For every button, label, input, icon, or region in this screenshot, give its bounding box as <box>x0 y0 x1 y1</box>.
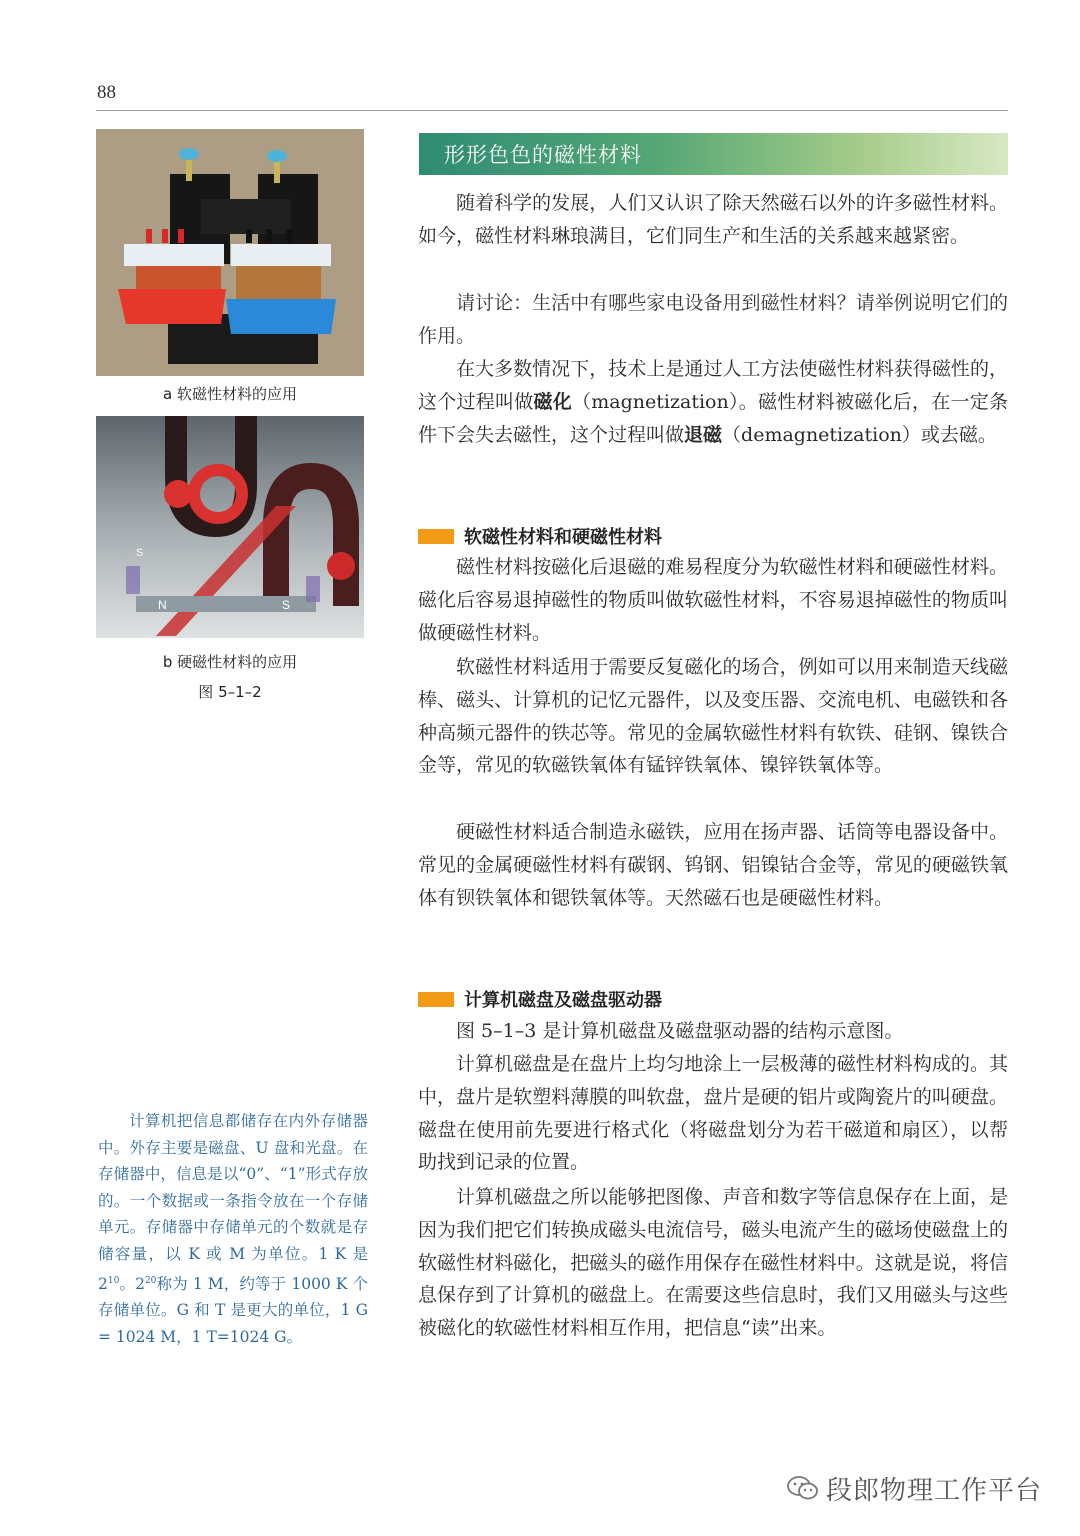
label-n: N <box>158 598 167 612</box>
subheading-disk <box>418 986 662 1011</box>
p3-text-c: （demagnetization）或去磁。 <box>722 423 997 446</box>
soft-hard-paragraph-2: 软磁性材料适用于需要反复磁化的场合，例如可以用来制造天线磁棒、磁头、计算机的记忆元器件，以及变压器、交流电机、电磁铁和各种高频元器件的铁芯等。常见的金属软磁性材料有软铁、硅钢、镍铁合金等，常见的软磁铁氧体有锰锌铁氧体、镍锌铁氧体等。 <box>418 656 1008 777</box>
label-s: S <box>282 598 291 612</box>
disk-paragraph-1: 图 5–1–3 是计算机磁盘及磁盘驱动器的结构示意图。 <box>456 1020 904 1042</box>
intro-paragraph: 随着科学的发展，人们又认识了除天然磁石以外的许多磁性材料。如今，磁性材料琳琅满目，它们同生产和生活的关系越来越紧密。 <box>418 192 1008 247</box>
orange-marker <box>418 992 454 1007</box>
disk-paragraph-3: 计算机磁盘之所以能够把图像、声音和数字等信息保存在上面，是因为我们把它们转换成磁头电流信号，磁头电流产生的磁场使磁盘上的软磁性材料磁化，把磁头的磁作用保存在磁性材料中。这就是说，将信息保存到了计算机的磁盘上。在需要这些信息时，我们又用磁头与这些被磁化的软磁性材料相互作用，把信息“读”出来。 <box>418 1186 1008 1340</box>
magnetization-paragraph <box>418 353 1008 451</box>
soft-hard-paragraph-3: 硬磁性材料适合制造永磁铁，应用在扬声器、话筒等电器设备中。常见的金属硬磁性材料有碳钢、钨钢、铝镍钴合金等，常见的硬磁铁氧体有钡铁氧体和锶铁氧体等。天然磁石也是硬磁性材料。 <box>418 821 1008 909</box>
figure-a-transformer-photo <box>96 129 364 376</box>
sidebar-note-part1: 计算机把信息都储存在内外存储器中。外存主要是磁盘、U 盘和光盘。在存储器中，信息是以“0”、“1”形式存放的。一个数据或一条指令放在一个存储单元。存储器中存储单元的个数就是存储容量，以 K 或 M 为单位。1 K 是 2 <box>98 1112 368 1293</box>
soft-hard-paragraph-1: 磁性材料按磁化后退磁的难易程度分为软磁性材料和硬磁性材料。磁化后容易退掉磁性的物质叫做软磁性材料，不容易退掉磁性的物质叫做硬磁性材料。 <box>418 556 1008 644</box>
term-magnetization: 磁化 <box>533 390 573 413</box>
subheading-disk-text: 计算机磁盘及磁盘驱动器 <box>464 990 662 1011</box>
figure-number: 图 5–1–2 <box>198 683 262 701</box>
sidebar-note-part3: 称为 1 M，约等于 1000 K 个存储单位。G 和 T 是更大的单位，1 G = 1024 M，1 T=1024 G。 <box>98 1274 368 1346</box>
p3-text-a: 在大多数情况下，技术上是通过人工方法使磁性材料获得磁性的，这个过程叫做 <box>418 358 1008 413</box>
sidebar-note-part2: 。2 <box>119 1274 145 1293</box>
sidebar-sup-10: 10 <box>107 1275 120 1286</box>
section-title: 形形色色的磁性材料 <box>444 143 642 167</box>
sidebar-sup-20: 20 <box>144 1275 157 1286</box>
figure-b-caption: b 硬磁性材料的应用 <box>162 653 298 671</box>
label-s-small: S <box>136 547 144 559</box>
watermark <box>786 1470 1042 1509</box>
figure-a-caption: a 软磁性材料的应用 <box>163 385 297 403</box>
subheading-soft-hard <box>418 523 662 548</box>
wechat-icon <box>786 1474 820 1509</box>
header-rule <box>96 110 1008 111</box>
page-number: 88 <box>97 82 116 103</box>
p3-text-b: （magnetization）。磁性材料被磁化后，在一定条件下会失去磁性，这个过程叫做 <box>418 390 1008 446</box>
orange-marker <box>418 529 454 544</box>
subheading-soft-hard-text: 软磁性材料和硬磁性材料 <box>464 527 662 548</box>
discussion-paragraph: 请讨论：生活中有哪些家电设备用到磁性材料？请举例说明它们的作用。 <box>418 292 1008 347</box>
term-demagnetization: 退磁 <box>684 423 723 446</box>
disk-paragraph-2: 计算机磁盘是在盘片上均匀地涂上一层极薄的磁性材料构成的。其中，盘片是软塑料薄膜的叫软盘，盘片是硬的铝片或陶瓷片的叫硬盘。磁盘在使用前先要进行格式化（将磁盘划分为若干磁道和扇区），以帮助找到记录的位置。 <box>418 1053 1008 1174</box>
sidebar-note <box>98 1108 368 1351</box>
figure-b-magnets-photo <box>96 416 364 638</box>
watermark-text: 段郎物理工作平台 <box>825 1476 1042 1506</box>
